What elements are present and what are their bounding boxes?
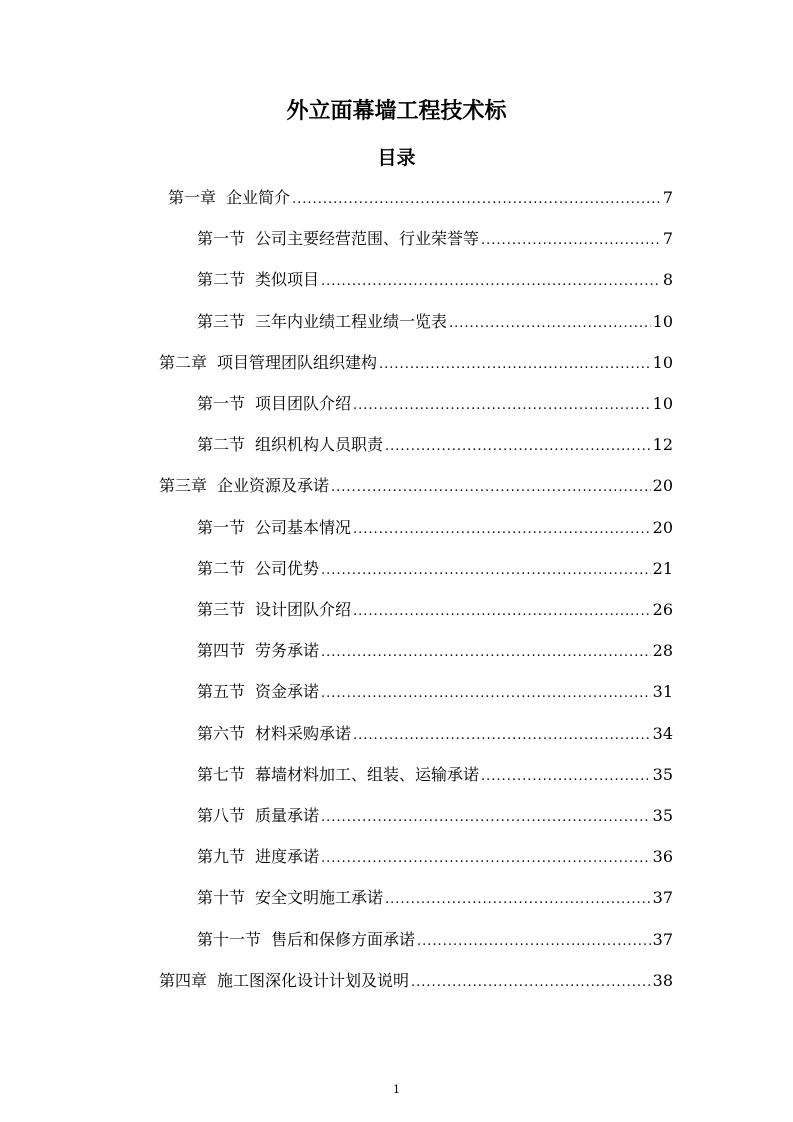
toc-section-entry[interactable] — [197, 804, 673, 828]
toc-entry-page: 28 — [652, 641, 673, 660]
toc-section-entry[interactable] — [197, 516, 673, 540]
toc-dot-leader — [292, 188, 661, 212]
toc-section-entry[interactable] — [197, 845, 673, 869]
toc-dot-leader — [481, 765, 651, 789]
toc-entry-number: 第三节 — [197, 600, 246, 619]
toc-entry-page: 8 — [662, 270, 673, 289]
document-title: 外立面幕墙工程技术标 — [286, 99, 507, 124]
toc-dot-leader — [321, 682, 651, 706]
toc-dot-leader — [353, 600, 651, 624]
toc-dot-leader — [321, 806, 651, 830]
toc-section-entry[interactable] — [197, 268, 673, 292]
toc-entry-number: 第一节 — [197, 229, 246, 248]
toc-dot-leader — [417, 930, 651, 954]
toc-entry-number: 第七节 — [197, 765, 246, 784]
toc-dot-leader — [481, 229, 661, 253]
page-number: 1 — [393, 1083, 400, 1096]
toc-section-entry[interactable] — [197, 680, 673, 704]
toc-section-entry[interactable] — [197, 310, 673, 334]
toc-entry-label: 设计团队介绍 — [255, 600, 352, 619]
toc-section-entry[interactable] — [197, 928, 673, 952]
toc-dot-leader — [353, 394, 651, 418]
toc-entry-number: 第三章 — [159, 476, 208, 495]
toc-entry-number: 第二章 — [159, 353, 208, 372]
toc-entry-page: 35 — [652, 765, 673, 784]
toc-dot-leader — [321, 270, 661, 294]
toc-entry-page: 12 — [652, 435, 673, 454]
toc-entry-page: 26 — [652, 600, 673, 619]
toc-entry-page: 36 — [652, 847, 673, 866]
toc-dot-leader — [385, 435, 651, 459]
toc-dot-leader — [331, 476, 651, 500]
toc-entry-number: 第四章 — [159, 971, 208, 990]
toc-entry-number: 第九节 — [197, 847, 246, 866]
toc-chapter-entry[interactable] — [159, 474, 673, 498]
toc-entry-number: 第二节 — [197, 435, 246, 454]
toc-entry-page: 37 — [652, 930, 673, 949]
toc-entry-page: 38 — [652, 971, 673, 990]
toc-entry-label: 公司主要经营范围、行业荣誉等 — [255, 229, 480, 248]
toc-dot-leader — [321, 847, 651, 871]
toc-section-entry[interactable] — [197, 433, 673, 457]
toc-entry-number: 第四节 — [197, 641, 246, 660]
toc-section-entry[interactable] — [197, 557, 673, 581]
toc-dot-leader — [321, 641, 651, 665]
toc-entry-page: 37 — [652, 888, 673, 907]
toc-entry-label: 公司基本情况 — [255, 518, 352, 537]
toc-entry-number: 第八节 — [197, 806, 246, 825]
toc-entry-number: 第二节 — [197, 559, 246, 578]
toc-entry-page: 31 — [652, 682, 673, 701]
toc-entry-page: 10 — [652, 394, 673, 413]
toc-dot-leader — [411, 971, 651, 995]
toc-entry-label: 幕墙材料加工、组装、运输承诺 — [255, 765, 480, 784]
toc-entry-number: 第二节 — [197, 270, 246, 289]
toc-entry-label: 施工图深化设计计划及说明 — [217, 971, 410, 990]
toc-entry-label: 公司优势 — [255, 559, 320, 578]
toc-entry-page: 20 — [652, 518, 673, 537]
toc-dot-leader — [353, 518, 651, 542]
toc-section-entry[interactable] — [197, 598, 673, 622]
toc-entry-number: 第十节 — [197, 888, 246, 907]
toc-entry-label: 项目团队介绍 — [255, 394, 352, 413]
toc-entry-page: 20 — [652, 476, 673, 495]
toc-entry-label: 企业资源及承诺 — [217, 476, 330, 495]
toc-entry-label: 组织机构人员职责 — [255, 435, 384, 454]
toc-dot-leader — [385, 888, 651, 912]
toc-chapter-entry[interactable] — [159, 969, 673, 993]
toc-dot-leader — [353, 724, 651, 748]
toc-entry-number: 第一节 — [197, 394, 246, 413]
toc-entry-label: 进度承诺 — [255, 847, 320, 866]
toc-entry-number: 第一节 — [197, 518, 246, 537]
toc-section-entry[interactable] — [197, 886, 673, 910]
toc-entry-number: 第三节 — [197, 312, 246, 331]
toc-entry-label: 企业简介 — [226, 188, 291, 207]
toc-dot-leader — [379, 353, 651, 377]
toc-entry-page: 35 — [652, 806, 673, 825]
toc-entry-number: 第六节 — [197, 724, 246, 743]
toc-entry-label: 劳务承诺 — [255, 641, 320, 660]
toc-entry-number: 第五节 — [197, 682, 246, 701]
toc-entry-page: 7 — [662, 188, 673, 207]
toc-entry-label: 材料采购承诺 — [255, 724, 352, 743]
toc-dot-leader — [321, 559, 651, 583]
toc-section-entry[interactable] — [197, 639, 673, 663]
toc-entry-number: 第十一节 — [197, 930, 262, 949]
toc-entry-label: 项目管理团队组织建构 — [217, 353, 378, 372]
toc-entry-label: 资金承诺 — [255, 682, 320, 701]
toc-entry-page: 21 — [652, 559, 673, 578]
toc-chapter-entry[interactable] — [168, 186, 673, 210]
toc-entry-label: 售后和保修方面承诺 — [271, 930, 416, 949]
toc-section-entry[interactable] — [197, 722, 673, 746]
toc-entry-page: 10 — [652, 312, 673, 331]
toc-heading: 目录 — [377, 147, 416, 169]
toc-entry-page: 10 — [652, 353, 673, 372]
toc-entry-page: 34 — [652, 724, 673, 743]
toc-section-entry[interactable] — [197, 763, 673, 787]
toc-entry-label: 安全文明施工承诺 — [255, 888, 384, 907]
toc-section-entry[interactable] — [197, 227, 673, 251]
toc-entry-number: 第一章 — [168, 188, 217, 207]
toc-section-entry[interactable] — [197, 392, 673, 416]
toc-entry-label: 质量承诺 — [255, 806, 320, 825]
toc-entry-label: 类似项目 — [255, 270, 320, 289]
toc-entry-label: 三年内业绩工程业绩一览表 — [255, 312, 448, 331]
toc-dot-leader — [449, 312, 651, 336]
toc-chapter-entry[interactable] — [159, 351, 673, 375]
toc-entry-page: 7 — [662, 229, 673, 248]
